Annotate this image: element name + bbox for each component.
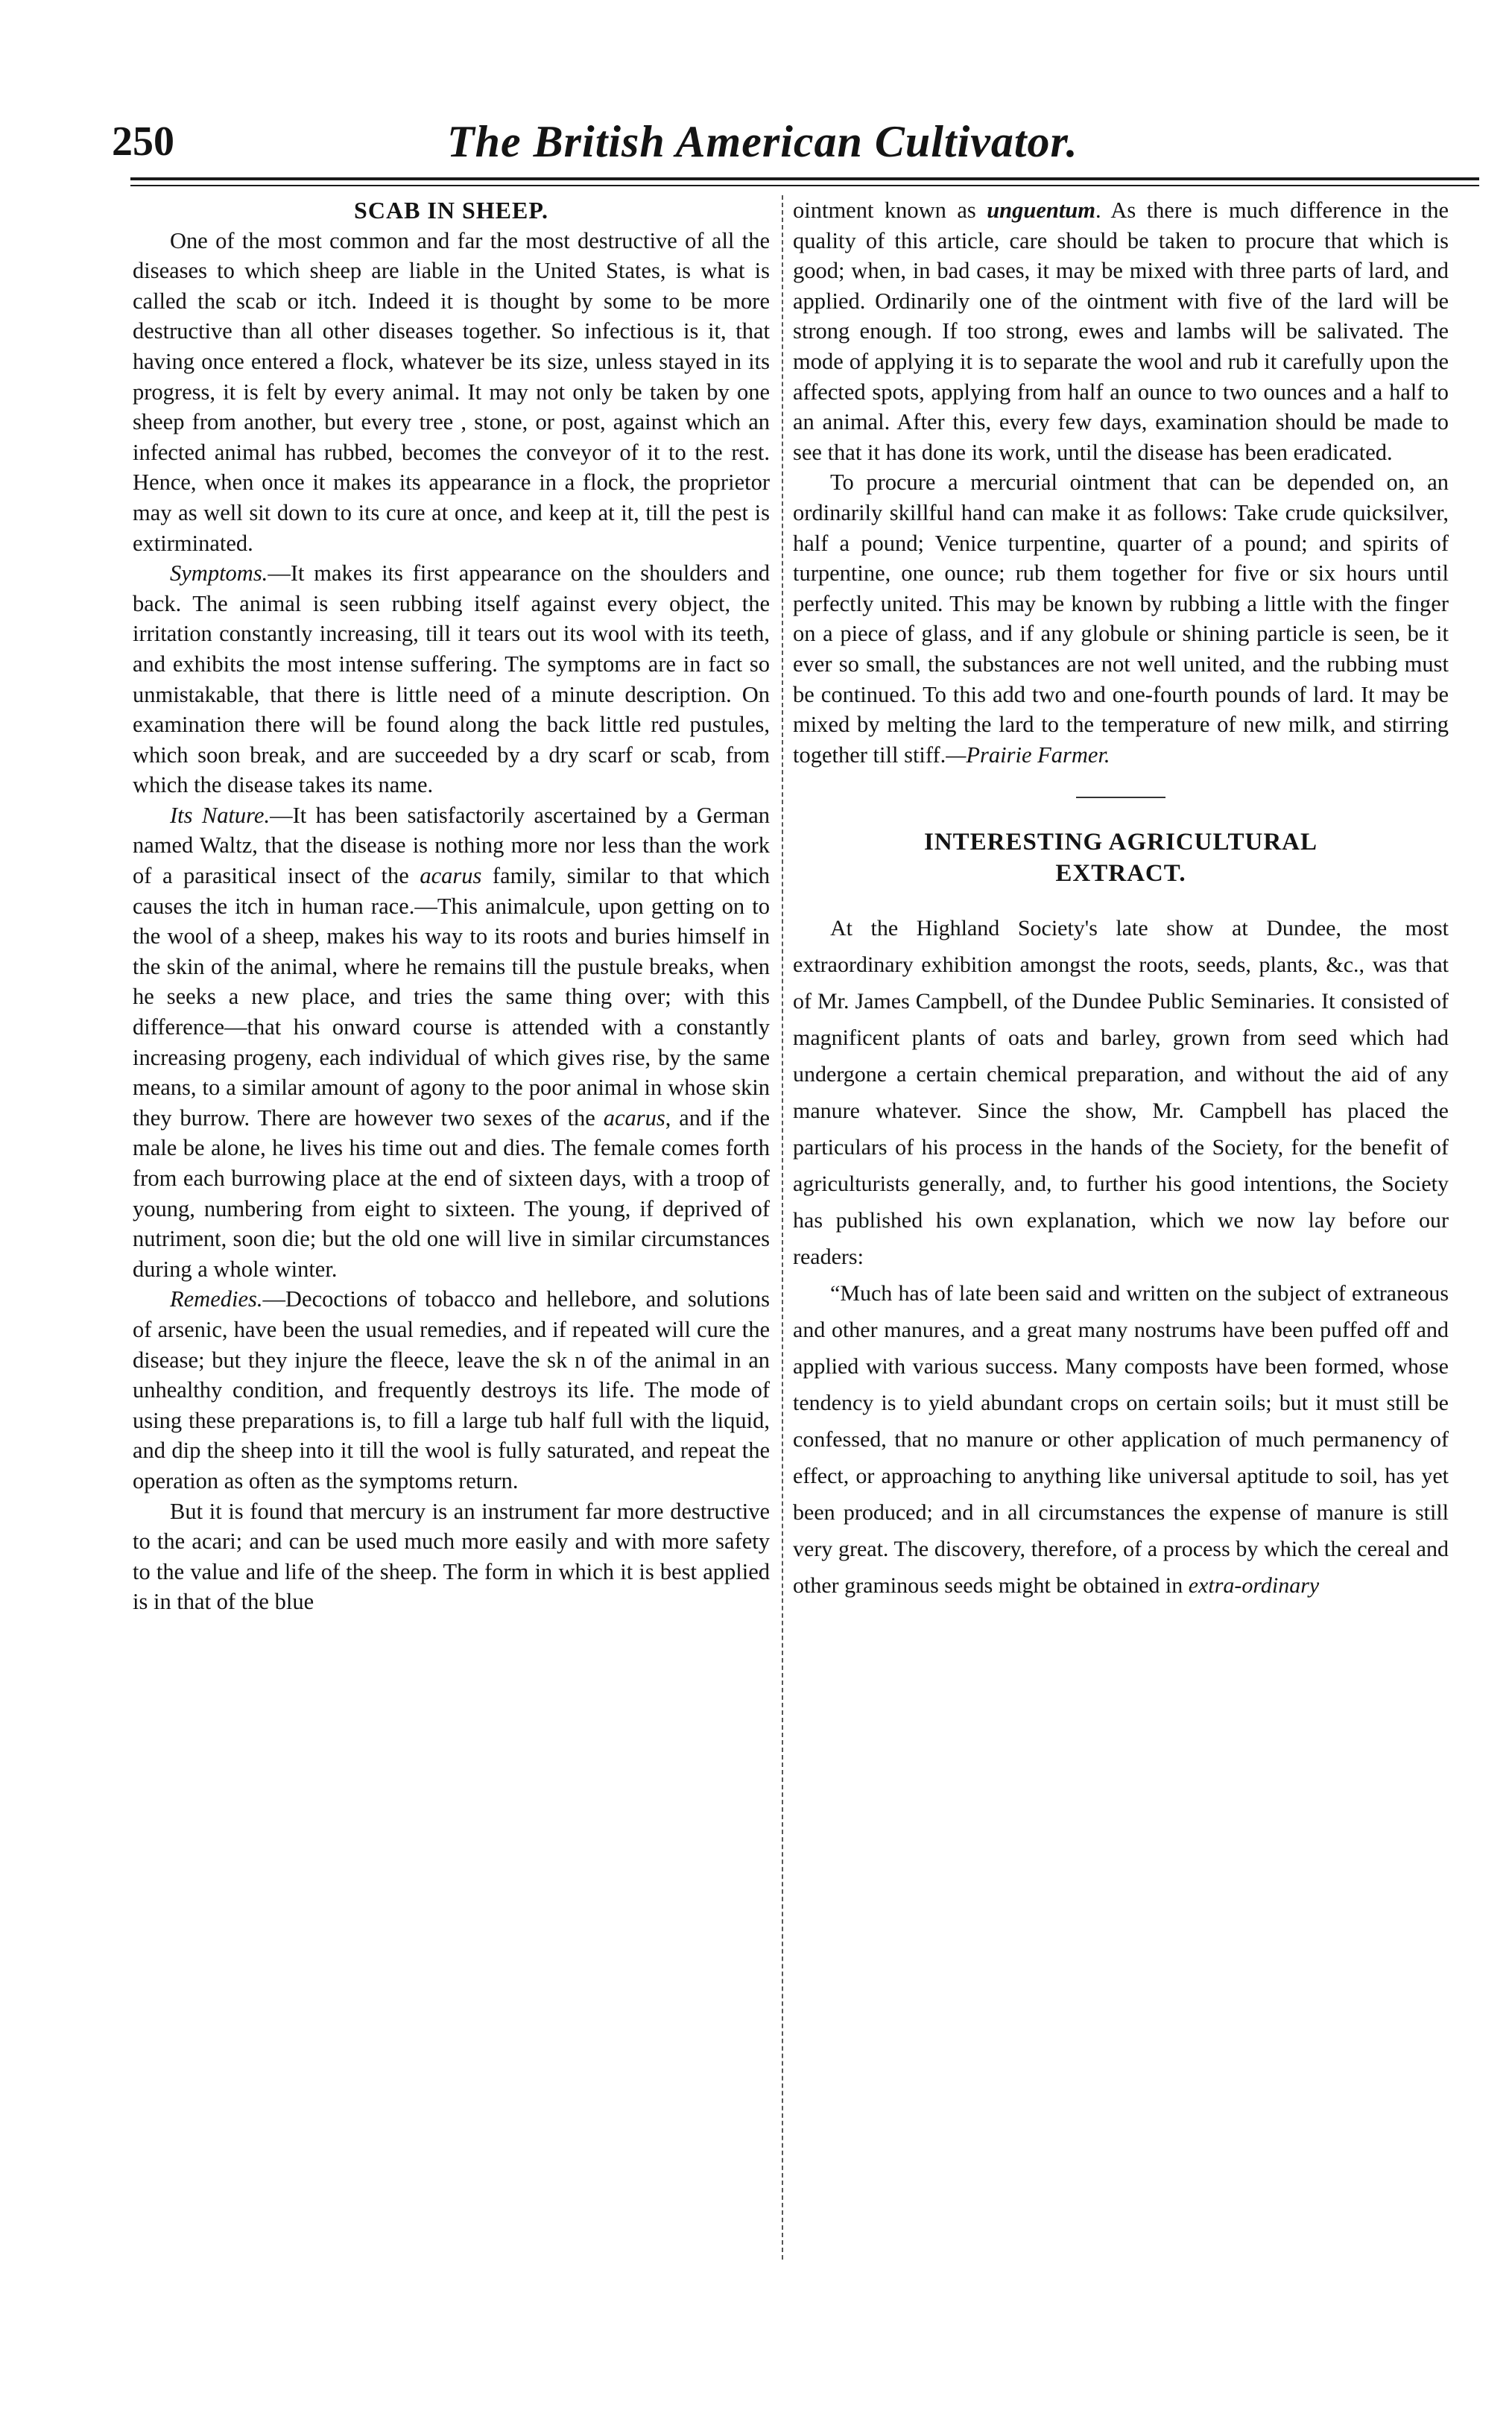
paragraph-extract-2 xyxy=(793,1275,1449,1604)
page-number: 250 xyxy=(112,118,174,165)
article-heading-scab: SCAB IN SHEEP. xyxy=(354,197,548,224)
extract-p2-emphasis: extra-ordinary xyxy=(1188,1573,1320,1599)
heading-spacer xyxy=(793,889,1449,910)
extract-heading-line-2: EXTRACT. xyxy=(1055,860,1186,888)
mercurial-text: To procure a mercurial ointment that can be depended on, an ordinarily skillful hand can make it as follows: Take crude quicksilver, half a pound; Venice turpentine, quarter of a pound; and spirits of turpentine, one ounce; rub them together for five or six hours until perfectly united. This may be known by rubbing a little with the finger on a piece of glass, and if any globule or shining particle is seen, be it ever so small, the substances are not well united, and the rubbing must be continued. To this add two and one-fourth pounds of lard. It may be mixed by melting the lard to the temperature of new milk, and stirring together till stiff. xyxy=(793,470,1449,768)
source-credit: —Prairie Farmer. xyxy=(946,742,1110,768)
remedies-label: Remedies. xyxy=(170,1286,263,1312)
nature-text-1: —It has been satisfactorily ascertained by a German named Waltz, that the disease is nothing more nor less than the work of a parasitical insect of the xyxy=(133,802,771,889)
paragraph-intro: One of the most common and far the most destructive of all the diseases to which sheep are liable in the United States, is what is called the scab or itch. Indeed it is thought by some to be more destructive than all other diseases together. So infectious is it, that having once entered a flock, whatever be its size, unless stayed in its progress, it is felt by every animal. It may not only be taken by one sheep from another, but every tree , stone, or post, against which an infected animal has rubbed, becomes the conveyor of it to the rest. Hence, when once it makes its appearance in a flock, the proprietor may as well sit down to its cure at once, and keep at it, till the pest is extirminated. xyxy=(133,227,770,556)
journal-title: The British American Cultivator. xyxy=(447,117,1078,166)
nature-acarus-1: acarus xyxy=(420,863,482,889)
nature-label: Its Nature. xyxy=(170,802,271,828)
paragraph-mercury: But it is found that mercury is an instrument far more destructive to the acari; and can be used much more easily and with more safety to the value and life of the sheep. The form in which it is best applied is in that of the blue xyxy=(133,1498,770,1615)
symptoms-label: Symptoms. xyxy=(170,560,268,587)
paragraph-extract-1: At the Highland Society's late show at Dundee, the most extraordinary exhibition amongst the roots, seeds, plants, &c., was that of Mr. James Campbell, of the Dundee Public Seminaries. It consisted of magnificent plants of oats and barley, grown from seed which had undergone a certain chemical preparation, and without the aid of any manure whatever. Since the show, Mr. Campbell has placed the particulars of his process in the hands of the Society, for the benefit of agriculturists generally, and, to further his good intentions, the Society has published his own explanation, which we now lay before our readers: xyxy=(793,916,1449,1270)
symptoms-text: —It makes its first appearance on the shoulders and back. The animal is seen rubbing itself against every object, the irritation constantly increasing, till it tears out its wool with its teeth, and exhibits the most intense suffering. The symptoms are in fact so unmistakable, that there is little need of a minute description. On examination there will be found along the back little red pustules, which soon break, and are succeeded by a dry scarf or scab, from which the disease takes its name. xyxy=(133,560,770,798)
column-divider xyxy=(782,195,783,2260)
paragraph-mercurial xyxy=(793,467,1449,770)
nature-text-3: , and if the male be alone, he lives his time out and dies. The female comes forth from each burrowing place at the end of sixteen days, with a troop of young, numbering from eight to sixteen. The young, if deprived of nutriment, soon die; but the old one will live in similar circumstances during a whole winter. xyxy=(133,1104,770,1282)
unguentum-term: unguentum xyxy=(987,197,1095,223)
extract-p2-text: “Much has of late been said and written on the subject of extraneous and other manures, and a great many nostrums have been puffed off and applied with various success. Many composts have been formed, whose tendency is to yield abundant crops on certain soils; but it must still be confessed, that no manure or other application of much permanency of effect, or approaching to anything like universal aptitude to soil, has yet been produced; and in all circumstances the expense of manure is still very great. The discovery, therefore, of a process by which the cereal and other graminous seeds might be obtained in xyxy=(793,1281,1449,1599)
article-heading-extract xyxy=(793,826,1449,889)
ointment-text-1: ointment known as xyxy=(793,197,976,223)
right-column xyxy=(793,195,1449,1604)
section-divider xyxy=(1076,797,1165,798)
running-head xyxy=(112,112,1483,179)
paragraph-ointment xyxy=(793,195,1449,467)
header-rule-thin xyxy=(130,185,1479,186)
paragraph-symptoms xyxy=(133,558,770,800)
header-rule-thick xyxy=(130,177,1479,180)
nature-text-2: family, similar to that which causes the itch in human race.—This animalcule, upon getting on to the wool of a sheep, makes his way to its roots and buries himself in the skin of the animal, where he remains till the pustule breaks, when he seeks a new place, and tries the same thing over; with this difference—that his onward course is attended with a constantly increasing progeny, each individual of which gives rise, by the same means, to a similar amount of agony to the poor animal in whose skin they burrow. There are however two sexes of the xyxy=(133,863,771,1131)
left-column xyxy=(133,195,770,1617)
paragraph-nature xyxy=(133,800,770,1285)
paragraph-remedies xyxy=(133,1284,770,1496)
remedies-text: —Decoctions of tobacco and hellebore, and solutions of arsenic, have been the usual remedies, and if repeated will cure the disease; but they injure the fleece, leave the sk n of the animal in an unhealthy condition, and frequently destroys its life. The mode of using these preparations is, to fill a large tub half full with the liquid, and dip the sheep into it till the wool is fully saturated, and repeat the operation as often as the symptoms return. xyxy=(133,1286,770,1493)
ointment-text-2: . As there is much difference in the quality of this article, care should be taken to procure that which is good; when, in bad cases, it may be mixed with three parts of lard, and applied. Ordinarily one of the ointment with five of the lard will be strong enough. If too strong, ewes and lambs will be salivated. The mode of applying it is to separate the wool and rub it carefully upon the affected spots, applying from half an ounce to two ounces and a half to an animal. After this, every few days, examination should be made to see that it has done its work, until the disease has been eradicated. xyxy=(793,197,1449,465)
extract-heading-line-1: INTERESTING AGRICULTURAL xyxy=(923,829,1318,856)
nature-acarus-2: acarus xyxy=(603,1104,665,1131)
